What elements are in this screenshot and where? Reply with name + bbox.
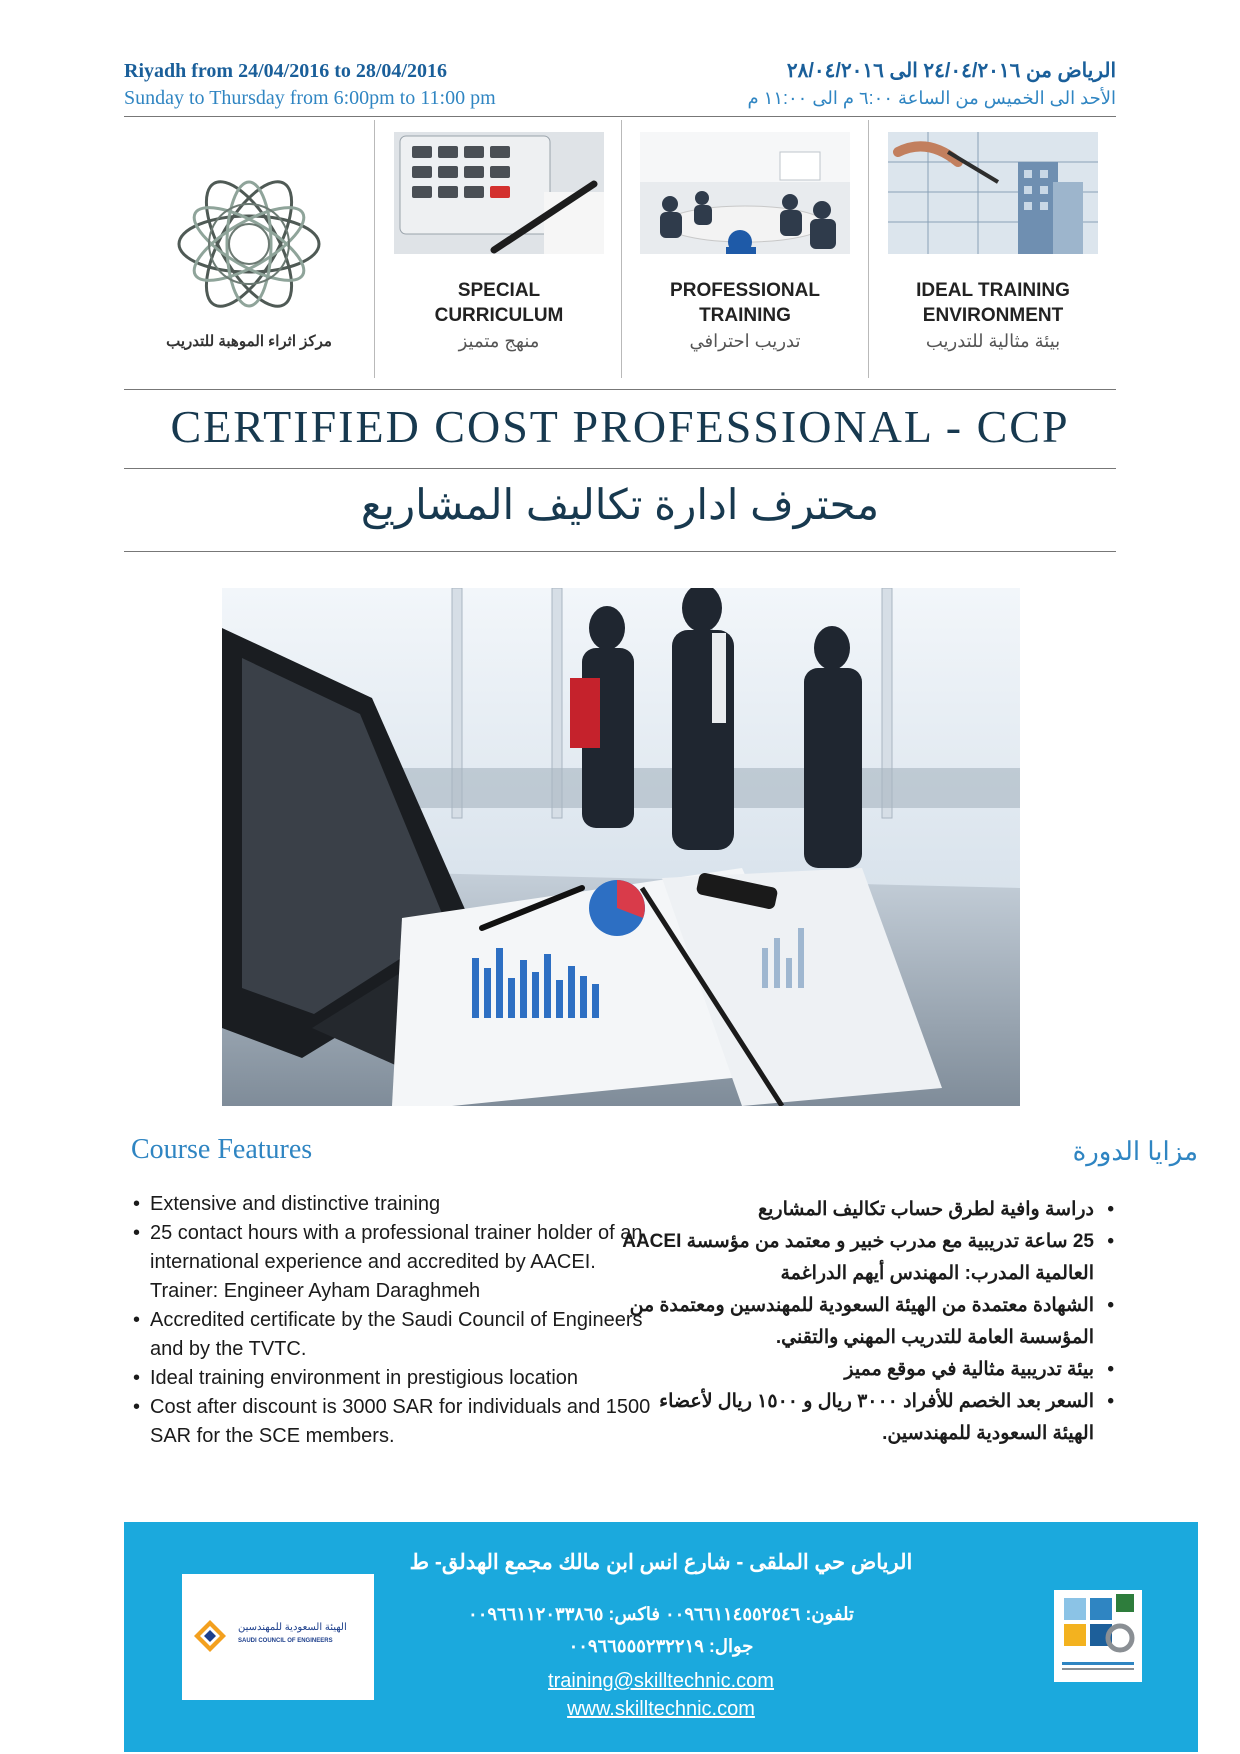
lattice-logo-icon (154, 154, 344, 334)
sce-logo (182, 1574, 374, 1700)
building-plan-photo (888, 132, 1098, 254)
schedule-ar: الأحد الى الخميس من الساعة ٦:٠٠ م الى ١١:٠٠ م (747, 88, 1116, 108)
feature-title-ar: منهج متميز (458, 331, 540, 351)
feature-title-en: IDEAL TRAINING ENVIRONMENT (916, 280, 1070, 326)
list-item: • Extensive and distinctive training (131, 1190, 651, 1219)
list-item: • دراسة وافية لطرق حساب تكاليف المشاريع (616, 1194, 1116, 1226)
meeting-room-photo (640, 132, 850, 254)
date-range-ar: الرياض من ٢٤/٠٤/٢٠١٦ الى ٢٨/٠٤/٢٠١٦ (786, 60, 1116, 82)
feature-title-ar: تدريب احترافي (689, 331, 801, 351)
contact-footer (124, 1522, 1198, 1752)
schedule-en: Sunday to Thursday from 6:00pm to 11:00 pm (124, 87, 496, 109)
date-range-en: Riyadh from 24/04/2016 to 28/04/2016 (124, 60, 447, 82)
title-mid-rule (124, 468, 1116, 469)
column-divider (621, 120, 622, 378)
feature-title-en: SPECIAL CURRICULUM (434, 280, 564, 326)
list-item: • الشهادة معتمدة من الهيئة السعودية للمهندسين ومعتمدة من المؤسسة العامة للتدريب المهني والتقني. (616, 1290, 1116, 1354)
phone-fax-ar: تلفون: ٠٠٩٦٦١١٤٥٥٢٥٤٦ فاكس: ٠٠٩٦٦١١٢٠٣٣٨٦٥ (468, 1604, 854, 1624)
header-english (124, 58, 644, 112)
header-divider (124, 116, 1116, 117)
feature-title-ar: بيئة مثالية للتدريب (925, 331, 1061, 351)
list-item: • 25 ساعة تدريبية مع مدرب خبير و معتمد من مؤسسة AACEI العالمية المدرب: المهندس أيهم الدراغمة (616, 1226, 1116, 1290)
email-link[interactable]: training@skilltechnic.com (548, 1670, 774, 1692)
course-features-heading-ar: مزايا الدورة (1072, 1136, 1198, 1166)
sce-name-ar: الهيئة السعودية للمهندسين (238, 1622, 347, 1633)
mobile-ar: جوال: ٠٠٩٦٦٥٥٥٢٣٢٢١٩ (568, 1636, 754, 1656)
feature-special-curriculum (394, 132, 604, 354)
address-ar: الرياض حي الملقى - شارع انس ابن مالك مجمع الهدلق- ط (409, 1551, 913, 1574)
org-logo (124, 124, 374, 374)
feature-ideal-environment (888, 132, 1098, 354)
list-item: • Cost after discount is 3000 SAR for individuals and 1500 SAR for the SCE members. (131, 1393, 651, 1451)
title-top-rule (124, 389, 1116, 390)
column-divider (374, 120, 375, 378)
list-item: • Accredited certificate by the Saudi Council of Engineers and by the TVTC. (131, 1306, 651, 1364)
website-link[interactable]: www.skilltechnic.com (567, 1698, 755, 1720)
calculator-photo (394, 132, 604, 254)
header-arabic (596, 58, 1116, 112)
hero-office-photo (222, 588, 1020, 1106)
feature-professional-training (640, 132, 850, 354)
course-title-en: CERTIFIED COST PROFESSIONAL - CCP (170, 401, 1070, 452)
skilltechnic-logo (1054, 1590, 1142, 1682)
list-item: • السعر بعد الخصم للأفراد ٣٠٠٠ ريال و ١٥٠٠ ريال لأعضاء الهيئة السعودية للمهندسين. (616, 1386, 1116, 1450)
list-item: • بيئة تدريبية مثالية في موقع مميز (616, 1354, 1116, 1386)
course-title-ar: محترف ادارة تكاليف المشاريع (360, 481, 880, 528)
title-bottom-rule (124, 551, 1116, 552)
column-divider (868, 120, 869, 378)
list-item: • Ideal training environment in prestigious location (131, 1364, 651, 1393)
course-features-heading-en: Course Features (131, 1134, 313, 1165)
org-name-ar: مركز اثراء الموهبة للتدريب (166, 333, 332, 350)
features-list-ar (616, 1194, 1116, 1450)
features-list-en (131, 1190, 651, 1451)
list-item: • 25 contact hours with a professional trainer holder of an international experience and accredited by AACEI. Trainer: Engineer Ayham Daraghmeh (131, 1219, 651, 1306)
feature-title-en: PROFESSIONAL TRAINING (670, 280, 820, 326)
sce-name-en: SAUDI COUNCIL OF ENGINEERS (238, 1638, 333, 1644)
